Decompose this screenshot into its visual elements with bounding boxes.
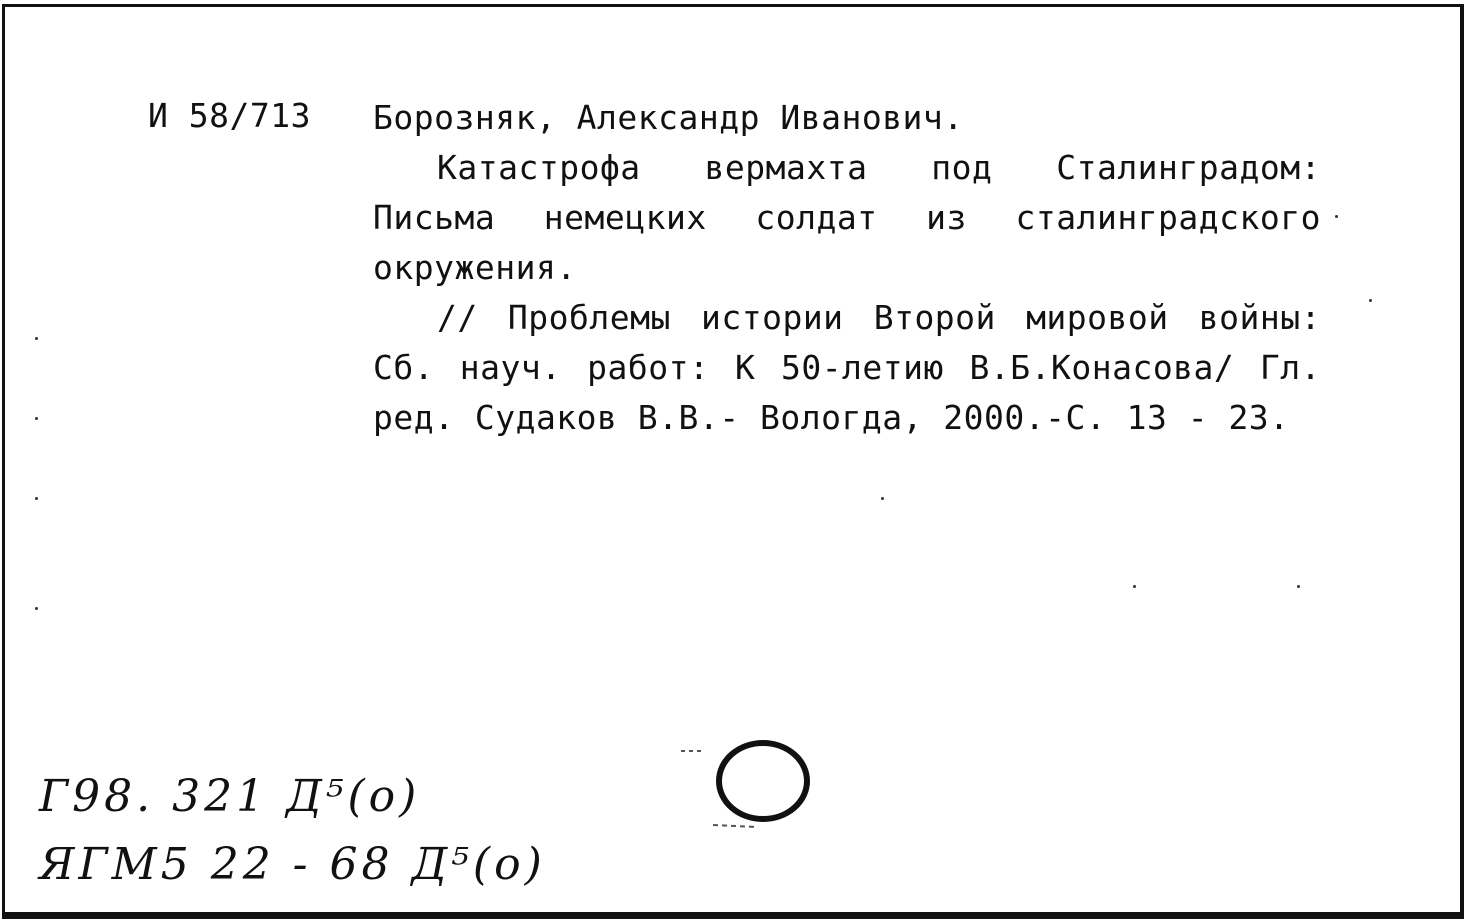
scan-speck <box>1133 585 1136 588</box>
scan-speck <box>1369 299 1372 302</box>
title-line-3: окружения. <box>373 248 577 287</box>
author-heading: Борозняк, Александр Иванович. <box>373 98 964 137</box>
source-line-3: ред. Судаков В.В.- Вологда, 2000.-С. 13 - 23. <box>373 398 1290 437</box>
scan-speck <box>35 497 38 500</box>
scan-speck <box>35 417 38 420</box>
title-line-2: Письма немецких солдат из сталинградского <box>373 198 1321 237</box>
scan-speck <box>1297 585 1300 588</box>
title-line-1: Катастрофа вермахта под Сталинградом: <box>437 148 1321 187</box>
scan-speck <box>1335 215 1338 218</box>
bibliographic-entry <box>373 96 1321 446</box>
scan-speck <box>881 497 884 500</box>
catalog-card <box>2 4 1464 919</box>
source-line-1: // Проблемы истории Второй мировой войны: <box>437 298 1321 337</box>
circle-stamp-icon <box>677 731 827 841</box>
call-number: И 58/713 <box>148 96 311 135</box>
handwritten-classification-2: ЯГМ5 22 - 68 Д⁵(о) <box>39 839 546 890</box>
handwritten-classification-1: Г98. 321 Д⁵(о) <box>39 771 421 822</box>
scan-speck <box>35 607 38 610</box>
scan-speck <box>35 337 38 340</box>
source-line-2: Сб. науч. работ: К 50-летию В.Б.Конасова/ Гл. <box>373 348 1321 387</box>
